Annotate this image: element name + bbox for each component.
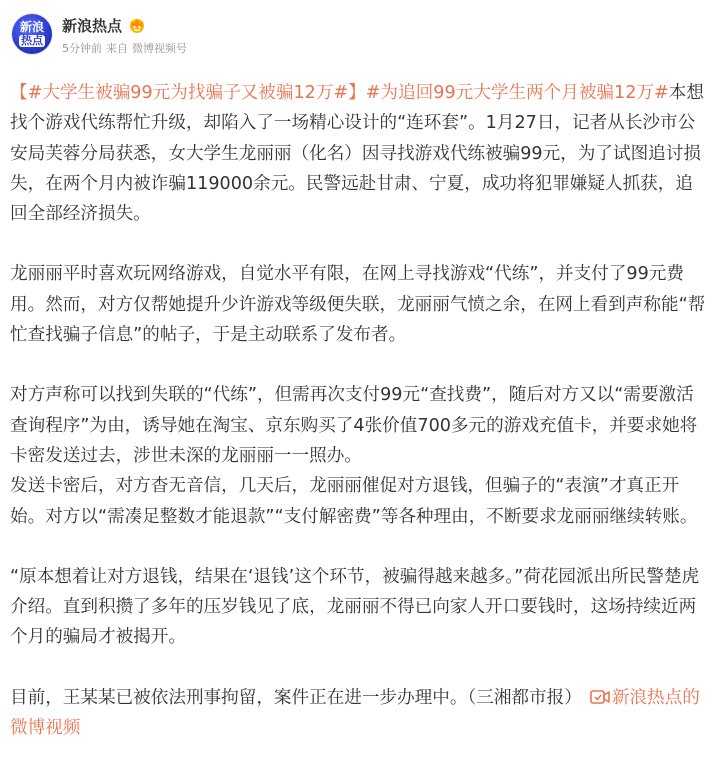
video-link[interactable]: 新浪热点的微博视频 xyxy=(10,687,700,739)
paragraph-6-text: 目前，王某某已被依法刑事拘留，案件正在进一步办理中。（三湘都市报） xyxy=(10,687,582,708)
author-name[interactable]: 新浪热点 xyxy=(62,16,123,35)
post-paragraph-1 xyxy=(10,78,710,229)
post-source[interactable]: 微博视频号 xyxy=(132,42,187,55)
author-row xyxy=(62,14,146,36)
post-paragraph-2: 龙丽丽平时喜欢玩网络游戏，自觉水平有限，在网上寻找游戏“代练”，并支付了99元费用。然而，对方仅帮她提升少许游戏等级便失联，龙丽丽气愤之余，在网上看到声称能“帮忙查找骗子信息”的帖子，于是主动联系了发布者。 xyxy=(10,264,706,346)
post-meta xyxy=(62,40,191,56)
video-icon[interactable] xyxy=(590,685,610,701)
post-paragraph-5: “原本想着让对方退钱，结果在‘退钱’这个环节，被骗得越来越多。”荷花园派出所民警楚虎介绍。直到积攒了多年的压岁钱见了底，龙丽丽不得已向家人开口要钱时，这场持续近两个月的骗局才被揭开。 xyxy=(10,566,700,648)
avatar-text-line2: 热点 xyxy=(21,34,43,47)
paragraph-gap xyxy=(10,653,710,683)
topic-link-2[interactable]: #为追回99元大学生两个月被骗12万# xyxy=(365,83,669,103)
avatar[interactable] xyxy=(12,14,52,54)
avatar-text-line1: 新浪 xyxy=(19,20,44,34)
post-content xyxy=(10,78,710,743)
post-header xyxy=(0,0,720,66)
paragraph-gap xyxy=(10,229,710,259)
post-paragraph-4: 发送卡密后，对方杳无音信，几天后，龙丽丽催促对方退钱，但骗子的“表演”才真正开始。对方以“需凑足整数才能退款”“支付解密费”等各种理由，不断要求龙丽丽继续转账。 xyxy=(10,476,698,527)
post-time[interactable]: 5分钟前 xyxy=(62,42,102,55)
paragraph-gap xyxy=(10,350,710,380)
source-prefix: 来自 xyxy=(106,42,128,55)
post-paragraph-6 xyxy=(10,683,710,744)
paragraph-gap xyxy=(10,532,710,562)
topic-link-1[interactable]: 【#大学生被骗99元为找骗子又被骗12万#】 xyxy=(10,83,366,103)
post-paragraph-3: 对方声称可以找到失联的“代练”，但需再次支付99元“查找费”，随后对方又以“需要激活查询程序”为由，诱导她在淘宝、京东购买了4张价值700多元的游戏充值卡，并要求她将卡密发送过去，涉世未深的龙丽丽一一照办。 xyxy=(10,385,698,466)
paragraph-1-text: 本想找个游戏代练帮忙升级，却陷入了一场精心设计的“连环套”。1月27日，记者从长沙市公安局芙蓉分局获悉，女大学生龙丽丽（化名）因寻找游戏代练被骗99元，为了试图追讨损失，在两个月内被诈骗119000余元。民警远赴甘肃、宁夏，成功将犯罪嫌疑人抓获，追回全部经济损失。 xyxy=(10,83,704,225)
crown-badge-icon xyxy=(128,16,146,34)
